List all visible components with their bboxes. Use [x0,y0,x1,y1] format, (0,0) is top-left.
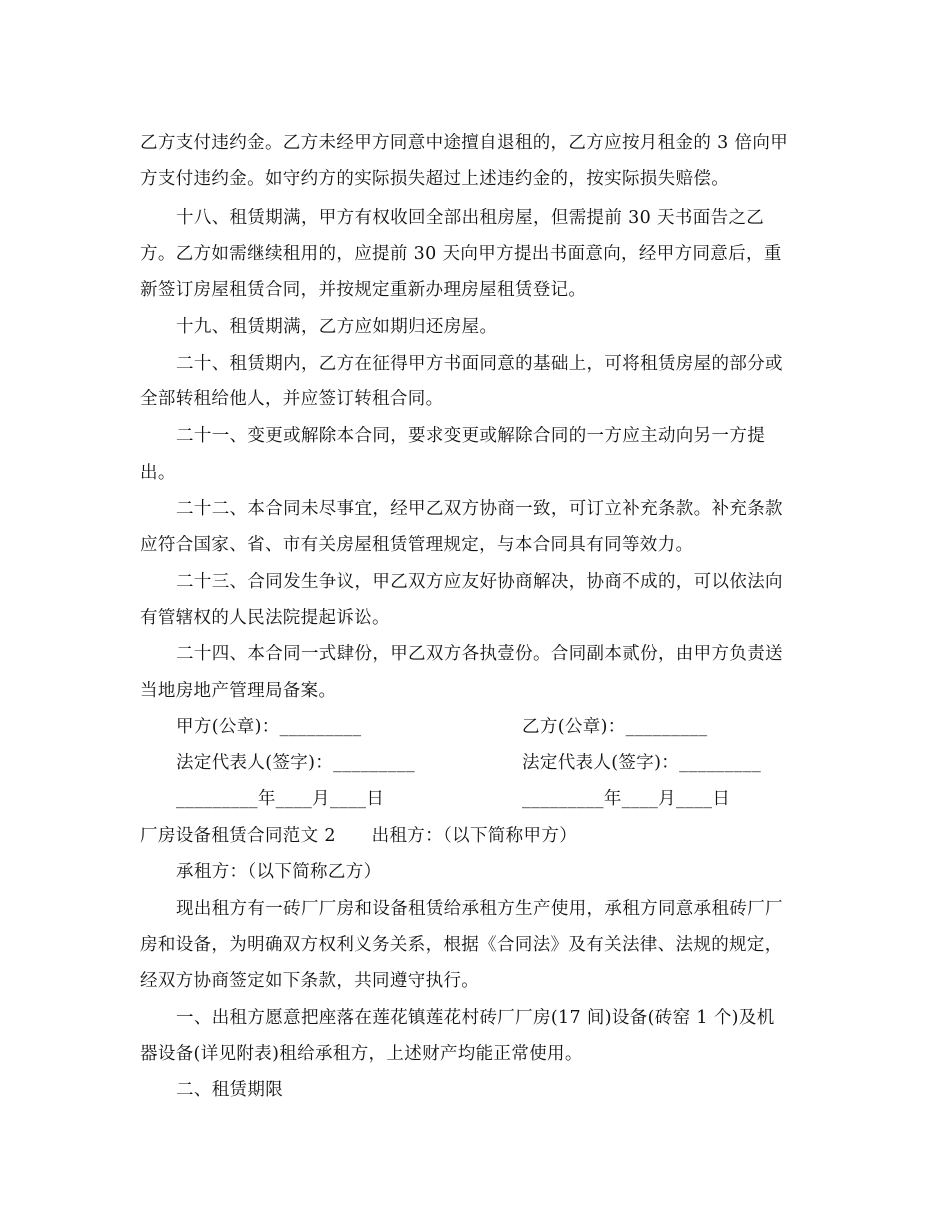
clause-1: 一、出租方愿意把座落在莲花镇莲花村砖厂厂房(17 间)设备(砖窑 1 个)及机 [176,1008,775,1028]
text-line: 乙方支付违约金。乙方未经甲方同意中途擅自退租的，乙方应按月租金的 3 倍向甲 [140,133,789,153]
clause-2-heading: 二、租赁期限 [176,1080,284,1100]
party-b-seal: 乙方(公章)：_________ [522,717,708,737]
lessee-line: 承租方：（以下简称乙方） [176,862,382,882]
text-line: 经双方协商签定如下条款，共同遵守执行。 [140,971,480,991]
text-line: 方。乙方如需继续租用的，应提前 30 天向甲方提出书面意向，经甲方同意后，重 [140,244,782,264]
text-line: 新签订房屋租赁合同，并按规定重新办理房屋租赁登记。 [140,280,587,300]
text-line: 有管辖权的人民法院提起诉讼。 [140,608,390,628]
text-line: 器设备(详见附表)租给承租方，上述财产均能正常使用。 [140,1044,583,1064]
party-a-representative: 法定代表人(签字)：_________ [176,753,416,773]
clause-18: 十八、租赁期满，甲方有权收回全部出租房屋，但需提前 30 天书面告之乙 [176,208,765,228]
text-line: 方支付违约金。如守约方的实际损失超过上述违约金的，按实际损失赔偿。 [140,169,730,189]
party-a-date: _________年____月____日 [176,789,385,809]
party-b-date: _________年____月____日 [522,789,731,809]
text-line: 房和设备，为明确双方权利义务关系，根据《合同法》及有关法律、法规的规定， [140,935,783,955]
clause-19: 十九、租赁期满，乙方应如期归还房屋。 [176,317,498,337]
clause-24: 二十四、本合同一式肆份，甲乙双方各执壹份。合同副本贰份，由甲方负责送 [176,644,783,664]
preamble-line: 现出租方有一砖厂厂房和设备租赁给承租方生产使用，承租方同意承租砖厂厂 [176,899,783,919]
text-line: 出。 [140,463,176,483]
text-line: 应符合国家、省、市有关房屋租赁管理规定，与本合同具有同等效力。 [140,535,694,555]
party-a-seal: 甲方(公章)：_________ [176,717,362,737]
clause-22: 二十二、本合同未尽事宜，经甲乙双方协商一致，可订立补充条款。补充条款 [176,499,783,519]
contract-2-heading: 厂房设备租赁合同范文 2 出租方：（以下简称甲方） [140,826,578,846]
clause-20: 二十、租赁期内，乙方在征得甲方书面同意的基础上，可将租赁房屋的部分或 [176,354,783,374]
text-line: 当地房地产管理局备案。 [140,681,337,701]
clause-23: 二十三、合同发生争议，甲乙双方应友好协商解决，协商不成的，可以依法向 [176,572,783,592]
clause-21: 二十一、变更或解除本合同，要求变更或解除合同的一方应主动向另一方提 [176,426,766,446]
text-line: 全部转租给他人，并应签订转租合同。 [140,389,444,409]
party-b-representative: 法定代表人(签字)：_________ [522,753,762,773]
